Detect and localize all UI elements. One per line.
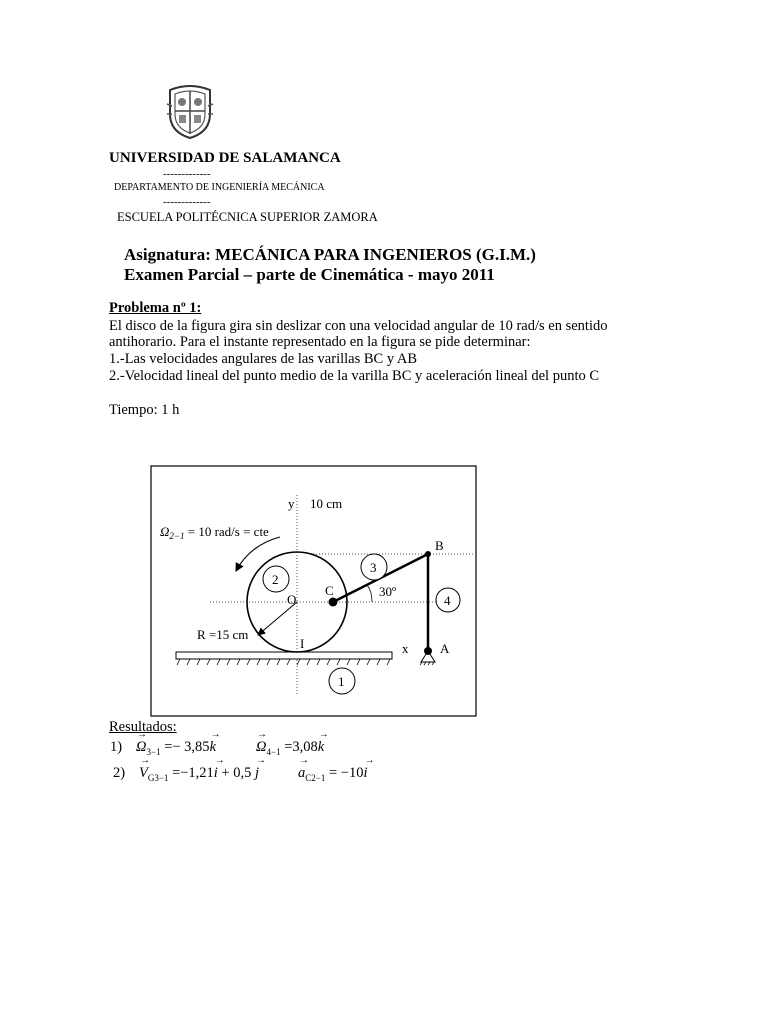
body-4-label: 4 [444, 593, 451, 608]
mechanism-figure [150, 465, 477, 717]
joint-B [425, 551, 431, 557]
point-I-label: I [300, 636, 305, 651]
header-separator: ------------- [163, 196, 211, 208]
subject-heading: Asignatura: MECÁNICA PARA INGENIEROS (G.I.M.) [124, 245, 536, 264]
department-name: DEPARTAMENTO DE INGENIERÍA MECÁNICA [114, 182, 325, 193]
time-limit: Tiempo: 1 h [109, 402, 180, 418]
school-name: ESCUELA POLITÉCNICA SUPERIOR ZAMORA [117, 210, 378, 224]
joint-C [329, 598, 338, 607]
problem-statement-line: 2.-Velocidad lineal del punto medio de la varilla BC y aceleración lineal del punto C [109, 368, 600, 384]
ground-bar [176, 652, 392, 659]
scale-label: 10 cm [310, 496, 343, 511]
university-seal-logo [164, 84, 216, 140]
problem-statement-line: 1.-Las velocidades angulares de las varillas BC y AB [109, 351, 418, 367]
angle-label: 30º [379, 584, 397, 599]
omega-label: $\Omega_{2-1} = 10$ rad/s = cte [160, 524, 269, 541]
result-acceleration-c: → $a_{C2-1} = -10\to i$ [298, 765, 367, 783]
header-separator: ------------- [163, 168, 211, 180]
point-C-label: C [325, 583, 334, 598]
exam-title: Examen Parcial – parte de Cinemática - mayo 2011 [124, 265, 495, 284]
x-axis-label: x [402, 641, 409, 656]
body-1-label: 1 [338, 674, 345, 689]
result-velocity-g3: → $V_{G3-1} =-1,21\to i + 0,5 \to j$ [139, 765, 259, 783]
problem-heading: Problema nº 1: [109, 300, 202, 316]
point-B-label: B [435, 538, 444, 553]
result-2-number: 2) [113, 765, 126, 781]
result-omega-4-1: → $\Omega_{4-1} =3,08\to k$ [256, 739, 324, 757]
point-O-label: O [287, 592, 297, 607]
y-axis-label: y [288, 496, 295, 511]
body-3-label: 3 [370, 560, 377, 575]
university-name: UNIVERSIDAD DE SALAMANCA [109, 150, 341, 166]
results-heading: Resultados: [109, 719, 177, 735]
result-1-number: 1) [110, 739, 123, 755]
problem-statement-line: El disco de la figura gira sin deslizar con una velocidad angular de 10 rad/s en sentido [109, 318, 608, 334]
problem-statement-line: antihorario. Para el instante representado en la figura se pide determinar: [109, 334, 531, 350]
result-omega-3-1: → $\Omega_{3-1} =- 3,85\to k$ [136, 739, 216, 757]
body-2-label: 2 [272, 572, 279, 587]
radius-label: R =15 cm [197, 627, 249, 642]
point-A-label: A [440, 641, 450, 656]
